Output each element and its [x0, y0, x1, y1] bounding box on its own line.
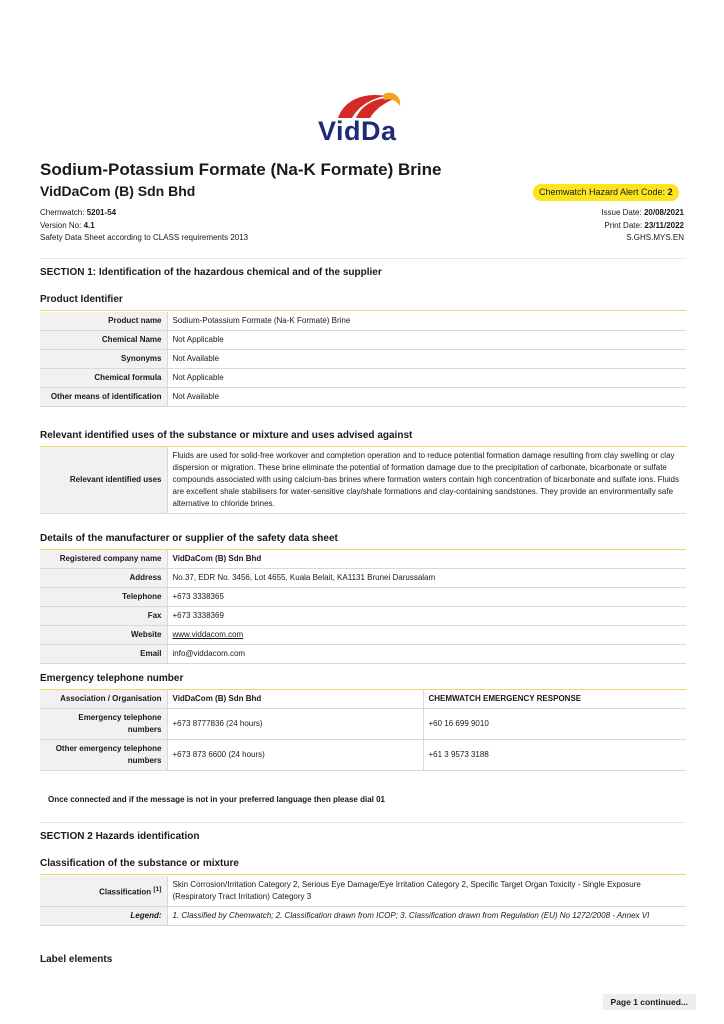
version-value: 4.1	[83, 220, 95, 230]
table-key: Other means of identification	[40, 388, 167, 407]
classification-heading: Classification of the substance or mixture	[40, 858, 686, 875]
table-value: +673 3338369	[167, 607, 686, 626]
table-value: No.37, EDR No. 3456, Lot 4655, Kuala Belait, KA1131 Brunei Darussalam	[167, 569, 686, 588]
table-key: Other emergency telephone numbers	[40, 740, 167, 771]
chemwatch-value: 5201-54	[86, 208, 117, 217]
page-continued-footer: Page 1 continued...	[603, 994, 696, 1010]
print-date-value: 23/11/2022	[644, 220, 684, 230]
uses-heading: Relevant identified uses of the substance or mixture and uses advised against	[40, 430, 686, 447]
table-row	[40, 690, 686, 709]
emergency-table	[40, 690, 686, 771]
table-row	[40, 876, 686, 907]
issue-date-label: Issue Date:	[601, 208, 644, 217]
table-row	[40, 709, 686, 740]
table-value: +673 873 6600 (24 hours)	[167, 740, 423, 771]
table-value: Fluids are used for solid-free workover and completion operation and to reduce potential formation damage resulting from clay swelling or clay dispersion or migration. These brine eliminate the potential of formation damage due to the precipitation of carbonate, bicarbonate or sulfate compounds associated with using calcium-bas brines where formation waters contain high concentration of bicarbonate and sulfate ions. Fluids are excellent shale stabilisers for water-sensitive clay/shale formations and clay-containing sandstones. They provide an environmentally safe alternative to chloride brines.	[167, 447, 686, 514]
hazard-alert-label: Chemwatch Hazard Alert Code:	[539, 187, 668, 197]
table-row	[40, 388, 686, 407]
table-key: Telephone	[40, 588, 167, 607]
table-row	[40, 331, 686, 350]
table-key: Association / Organisation	[40, 690, 167, 709]
table-key: Address	[40, 569, 167, 588]
table-key: Emergency telephone numbers	[40, 709, 167, 740]
table-key: Registered company name	[40, 550, 167, 569]
table-key: Relevant identified uses	[40, 447, 167, 514]
table-row	[40, 350, 686, 369]
hazard-alert-code: 2	[667, 187, 673, 197]
table-value: 1. Classified by Chemwatch; 2. Classification drawn from ICOP; 3. Classification drawn from Regulation (EU) No 1272/2008 - Annex VI	[167, 907, 686, 926]
product-identifier-heading: Product Identifier	[40, 294, 686, 311]
table-key: Synonyms	[40, 350, 167, 369]
label-elements-heading: Label elements	[40, 954, 113, 965]
table-key: Email	[40, 645, 167, 664]
table-row	[40, 550, 686, 569]
emergency-note: Once connected and if the message is not in your preferred language then please dial 01	[48, 795, 385, 804]
table-row	[40, 626, 686, 645]
legend-key: Legend:	[130, 911, 162, 920]
table-row	[40, 312, 686, 331]
table-key: Chemical Name	[40, 331, 167, 350]
product-identifier-table	[40, 312, 686, 407]
table-row	[40, 569, 686, 588]
table-value: Not Available	[167, 388, 686, 407]
table-row	[40, 369, 686, 388]
website-link[interactable]: www.viddacom.com	[172, 630, 244, 639]
chemwatch-label: Chemwatch:	[40, 208, 87, 217]
table-row	[40, 740, 686, 771]
table-value: +61 3 9573 3188	[423, 740, 686, 771]
table-row	[40, 447, 686, 514]
table-value: +673 8777836 (24 hours)	[167, 709, 423, 740]
meta-right	[601, 207, 684, 245]
table-value: Sodium-Potassium Formate (Na-K Formate) Brine	[167, 312, 686, 331]
manufacturer-heading: Details of the manufacturer or supplier of the safety data sheet	[40, 533, 686, 550]
logo-text: VidDa	[318, 116, 397, 146]
table-key: Chemical formula	[40, 369, 167, 388]
table-key: Product name	[40, 312, 167, 331]
section-1-title: SECTION 1: Identification of the hazardous chemical and of the supplier	[40, 258, 686, 278]
table-key	[40, 907, 167, 926]
table-value: VidDaCom (B) Sdn Bhd	[167, 550, 686, 569]
classification-ref: [1]	[153, 885, 162, 893]
table-key	[40, 876, 167, 907]
table-header: CHEMWATCH EMERGENCY RESPONSE	[423, 690, 686, 709]
manufacturer-table	[40, 550, 686, 664]
table-value: Not Applicable	[167, 369, 686, 388]
table-value: Skin Corrosion/Irritation Category 2, Serious Eye Damage/Eye Irritation Category 2, Specific Target Organ Toxicity - Single Exposure (Respiratory Tract Irritation) Category 3	[167, 876, 686, 907]
sds-note: Safety Data Sheet according to CLASS requirements 2013	[40, 233, 249, 242]
table-value: Not Applicable	[167, 331, 686, 350]
table-header: VidDaCom (B) Sdn Bhd	[167, 690, 423, 709]
document-code: S.GHS.MYS.EN	[626, 233, 684, 242]
emergency-heading: Emergency telephone number	[40, 673, 686, 690]
table-row	[40, 607, 686, 626]
table-key: Fax	[40, 607, 167, 626]
uses-table	[40, 447, 686, 514]
document-title: Sodium-Potassium Formate (Na-K Formate) Brine	[40, 160, 442, 179]
classification-table	[40, 876, 686, 926]
table-value: info@viddacom.com	[167, 645, 686, 664]
table-row	[40, 907, 686, 926]
meta-left	[40, 207, 248, 245]
hazard-alert-badge	[533, 184, 679, 201]
print-date-label: Print Date:	[604, 220, 645, 230]
table-row	[40, 588, 686, 607]
section-2-title: SECTION 2 Hazards identification	[40, 822, 686, 842]
company-logo	[312, 88, 412, 150]
version-label: Version No:	[40, 220, 84, 230]
table-row	[40, 645, 686, 664]
company-name: VidDaCom (B) Sdn Bhd	[40, 183, 196, 199]
table-value	[167, 626, 686, 645]
issue-date-value: 20/08/2021	[643, 208, 684, 217]
table-value: +60 16 699 9010	[423, 709, 686, 740]
table-key: Website	[40, 626, 167, 645]
table-value: +673 3338365	[167, 588, 686, 607]
table-value: Not Available	[167, 350, 686, 369]
classification-key: Classification	[99, 887, 152, 897]
